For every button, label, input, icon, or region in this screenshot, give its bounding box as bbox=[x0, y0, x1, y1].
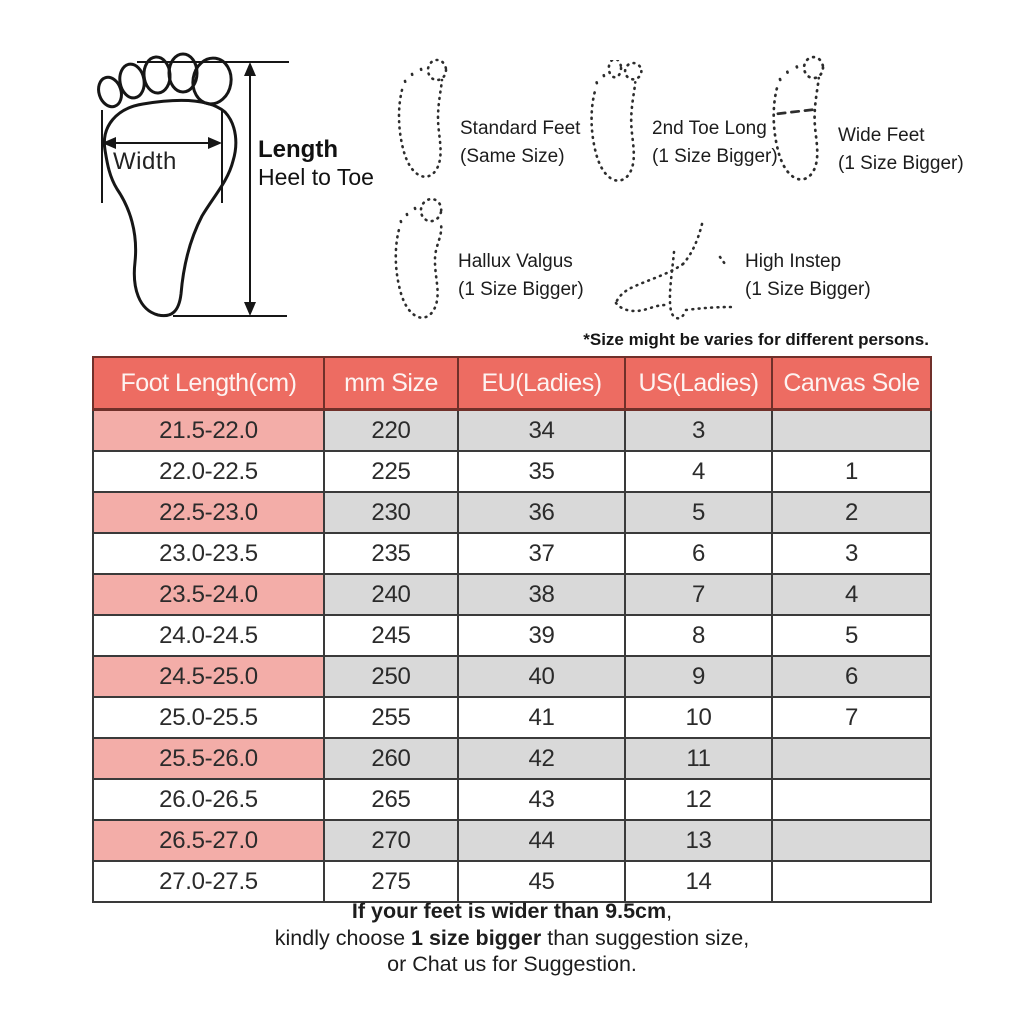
footer-note bbox=[0, 898, 1024, 978]
table-cell: 21.5-22.0 bbox=[93, 410, 324, 452]
table-row bbox=[93, 615, 931, 656]
table-cell: 11 bbox=[625, 738, 772, 779]
table-row bbox=[93, 779, 931, 820]
second-toe-long-label: 2nd Toe Long (1 Size Bigger) bbox=[652, 118, 778, 167]
table-cell: 45 bbox=[458, 861, 625, 902]
wide-feet-icon bbox=[770, 55, 834, 185]
table-cell: 275 bbox=[324, 861, 458, 902]
table-row bbox=[93, 738, 931, 779]
wide-feet-label: Wide Feet (1 Size Bigger) bbox=[838, 125, 964, 174]
table-cell: 34 bbox=[458, 410, 625, 452]
table-cell: 39 bbox=[458, 615, 625, 656]
table-cell: 44 bbox=[458, 820, 625, 861]
table-cell: 225 bbox=[324, 451, 458, 492]
table-cell bbox=[772, 738, 931, 779]
table-cell: 250 bbox=[324, 656, 458, 697]
table-cell: 12 bbox=[625, 779, 772, 820]
table-cell: 27.0-27.5 bbox=[93, 861, 324, 902]
table-cell: 36 bbox=[458, 492, 625, 533]
table-cell: 9 bbox=[625, 656, 772, 697]
table-cell: 26.0-26.5 bbox=[93, 779, 324, 820]
table-cell: 14 bbox=[625, 861, 772, 902]
footer-line-3: or Chat us for Suggestion. bbox=[387, 952, 637, 976]
table-cell: 43 bbox=[458, 779, 625, 820]
size-table-container bbox=[92, 356, 932, 903]
table-cell: 23.0-23.5 bbox=[93, 533, 324, 574]
table-row bbox=[93, 656, 931, 697]
table-cell: 35 bbox=[458, 451, 625, 492]
table-cell: 5 bbox=[625, 492, 772, 533]
table-cell: 1 bbox=[772, 451, 931, 492]
hallux-valgus-icon bbox=[392, 198, 454, 323]
table-row bbox=[93, 492, 931, 533]
table-cell: 42 bbox=[458, 738, 625, 779]
table-cell: 10 bbox=[625, 697, 772, 738]
table-row bbox=[93, 410, 931, 452]
table-cell bbox=[772, 410, 931, 452]
table-cell: 23.5-24.0 bbox=[93, 574, 324, 615]
table-cell: 6 bbox=[772, 656, 931, 697]
table-header-row bbox=[93, 357, 931, 410]
table-cell bbox=[772, 820, 931, 861]
table-cell bbox=[772, 861, 931, 902]
table-cell: 220 bbox=[324, 410, 458, 452]
table-cell: 38 bbox=[458, 574, 625, 615]
table-cell: 270 bbox=[324, 820, 458, 861]
second-toe-long-icon bbox=[588, 60, 650, 186]
table-cell: 255 bbox=[324, 697, 458, 738]
table-cell: 3 bbox=[772, 533, 931, 574]
table-cell bbox=[772, 779, 931, 820]
high-instep-label: High Instep (1 Size Bigger) bbox=[745, 251, 871, 300]
table-cell: 6 bbox=[625, 533, 772, 574]
table-cell: 13 bbox=[625, 820, 772, 861]
table-cell: 7 bbox=[772, 697, 931, 738]
column-header-canvas-sole: Canvas Sole bbox=[772, 357, 931, 410]
table-row bbox=[93, 697, 931, 738]
table-cell: 24.5-25.0 bbox=[93, 656, 324, 697]
table-cell: 7 bbox=[625, 574, 772, 615]
size-disclaimer: *Size might be varies for different persons. bbox=[583, 330, 929, 349]
width-label: Width bbox=[113, 148, 177, 175]
table-row bbox=[93, 820, 931, 861]
table-cell: 22.0-22.5 bbox=[93, 451, 324, 492]
table-cell: 40 bbox=[458, 656, 625, 697]
table-cell: 3 bbox=[625, 410, 772, 452]
hallux-valgus-label: Hallux Valgus (1 Size Bigger) bbox=[458, 251, 584, 300]
table-cell: 240 bbox=[324, 574, 458, 615]
column-header-us-ladies: US(Ladies) bbox=[625, 357, 772, 410]
table-cell: 4 bbox=[772, 574, 931, 615]
table-cell: 25.5-26.0 bbox=[93, 738, 324, 779]
standard-feet-icon bbox=[396, 58, 456, 182]
high-instep-icon bbox=[612, 222, 742, 324]
table-cell: 26.5-27.0 bbox=[93, 820, 324, 861]
length-sublabel: Heel to Toe bbox=[258, 164, 374, 190]
table-row bbox=[93, 861, 931, 902]
table-cell: 4 bbox=[625, 451, 772, 492]
table-cell: 25.0-25.5 bbox=[93, 697, 324, 738]
table-cell: 22.5-23.0 bbox=[93, 492, 324, 533]
column-header-eu-ladies: EU(Ladies) bbox=[458, 357, 625, 410]
length-label: Length bbox=[258, 136, 338, 163]
footer-line-1: If your feet is wider than 9.5cm, bbox=[351, 899, 673, 923]
table-cell: 37 bbox=[458, 533, 625, 574]
table-cell: 245 bbox=[324, 615, 458, 656]
table-row bbox=[93, 451, 931, 492]
table-cell: 24.0-24.5 bbox=[93, 615, 324, 656]
size-table bbox=[92, 356, 932, 903]
table-row bbox=[93, 533, 931, 574]
column-header-foot-length: Foot Length(cm) bbox=[93, 357, 324, 410]
standard-feet-label: Standard Feet (Same Size) bbox=[460, 118, 581, 167]
table-cell: 2 bbox=[772, 492, 931, 533]
footer-line-2: kindly choose 1 size bigger than suggestion size, bbox=[274, 925, 750, 950]
table-cell: 230 bbox=[324, 492, 458, 533]
table-cell: 235 bbox=[324, 533, 458, 574]
size-table-body bbox=[93, 410, 931, 903]
table-cell: 5 bbox=[772, 615, 931, 656]
table-cell: 8 bbox=[625, 615, 772, 656]
table-cell: 41 bbox=[458, 697, 625, 738]
column-header-mm-size: mm Size bbox=[324, 357, 458, 410]
table-cell: 260 bbox=[324, 738, 458, 779]
table-row bbox=[93, 574, 931, 615]
table-cell: 265 bbox=[324, 779, 458, 820]
